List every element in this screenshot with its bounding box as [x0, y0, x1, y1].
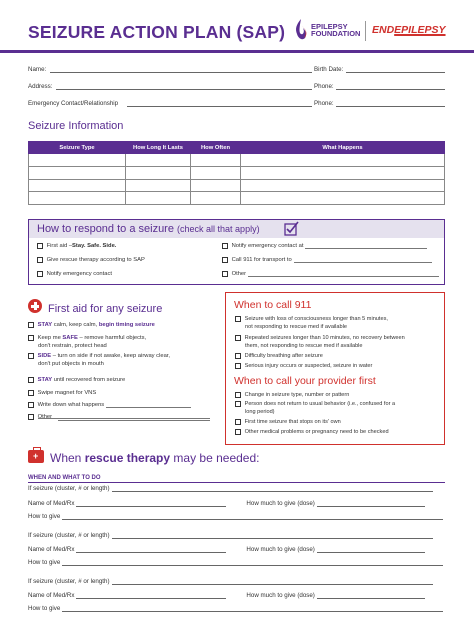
col-what-happens: What Happens — [241, 142, 445, 154]
checkbox[interactable] — [37, 271, 43, 277]
checkbox[interactable] — [28, 377, 34, 383]
write-field[interactable] — [106, 401, 191, 408]
when-what-rule — [28, 482, 445, 483]
col-how-often: How Often — [191, 142, 241, 154]
call-provider-item[interactable]: Change in seizure type, number or pattern — [235, 391, 349, 399]
call-911-item[interactable]: Difficulty breathing after seizure — [235, 352, 323, 360]
respond-notify-contact[interactable]: Notify emergency contact — [37, 271, 112, 277]
call-911-item[interactable]: Repeated seizures longer than 10 minutes, no recovery between — [235, 334, 405, 342]
ef-line1: EPILEPSY — [311, 22, 348, 31]
respond-section — [28, 219, 445, 285]
medical-kit-icon: + — [28, 450, 44, 463]
name-label: Name: — [28, 66, 47, 73]
respond-notify-at[interactable]: Notify emergency contact at — [222, 243, 427, 249]
checkbox[interactable] — [28, 414, 34, 420]
respond-rescue-therapy[interactable]: Give rescue therapy according to SAP — [37, 257, 145, 263]
respond-call-911[interactable]: Call 911 for transport to — [222, 257, 432, 263]
respond-title — [37, 223, 260, 235]
write-field-line2[interactable] — [38, 418, 210, 419]
med-name-field[interactable] — [76, 500, 226, 507]
flame-icon — [293, 18, 309, 42]
phone-label: Phone: — [314, 83, 334, 90]
end-prefix: END — [372, 24, 395, 36]
phone-field[interactable] — [336, 89, 445, 90]
first-aid-item-cont: don't restrain, protect head — [38, 343, 107, 349]
first-aid-item[interactable]: Other — [28, 413, 52, 421]
respond-subtitle: (check all that apply) — [177, 224, 260, 234]
checkbox[interactable] — [222, 243, 228, 249]
checkbox[interactable] — [235, 392, 241, 398]
rescue-med-row[interactable]: Name of Med/Rx How much to give (dose) — [28, 592, 425, 599]
logo — [293, 18, 453, 44]
col-seizure-type: Seizure Type — [29, 142, 126, 154]
emergency-contact-label: Emergency Contact/Relationship — [28, 100, 119, 107]
first-aid-title: First aid for any seizure — [48, 303, 163, 315]
checkbox[interactable] — [235, 363, 241, 369]
checkbox[interactable] — [235, 335, 241, 341]
call-911-item[interactable]: Serious injury occurs or suspected, seizure in water — [235, 362, 372, 370]
call-911-title: When to call 911 — [234, 299, 312, 311]
checkbox-checked-icon — [284, 221, 300, 237]
respond-header — [29, 220, 444, 238]
address-field[interactable] — [56, 89, 312, 90]
checkbox[interactable] — [235, 419, 241, 425]
seizure-info-table — [28, 141, 445, 205]
checkbox[interactable] — [222, 271, 228, 277]
rescue-if-row[interactable]: If seizure (cluster, # or length) — [28, 532, 433, 539]
dose-field[interactable] — [317, 500, 425, 507]
rescue-how-row[interactable]: How to give — [28, 605, 443, 612]
if-seizure-field[interactable] — [112, 485, 433, 492]
call-provider-item[interactable]: Person does not return to usual behavior (i.e., confused for a — [235, 400, 395, 408]
checkbox[interactable] — [37, 257, 43, 263]
call-911-box — [225, 292, 445, 445]
call-provider-item-cont: long period) — [245, 409, 275, 415]
rescue-how-row[interactable]: How to give — [28, 559, 443, 566]
end-epilepsy-logo — [372, 24, 446, 36]
checkbox[interactable] — [235, 316, 241, 322]
dose-field[interactable] — [317, 546, 425, 553]
phone2-label: Phone: — [314, 100, 334, 107]
if-seizure-field[interactable] — [112, 532, 433, 539]
birth-date-field[interactable] — [346, 72, 445, 73]
checkbox[interactable] — [28, 402, 34, 408]
checkbox[interactable] — [235, 401, 241, 407]
checkbox[interactable] — [235, 429, 241, 435]
dose-field[interactable] — [317, 592, 425, 599]
first-aid-item[interactable]: Write down what happens — [28, 401, 191, 409]
med-name-field[interactable] — [76, 546, 226, 553]
col-how-long: How Long It Lasts — [126, 142, 191, 154]
table-row — [29, 154, 445, 167]
table-row — [29, 179, 445, 192]
call-911-item-cont: not responding to rescue med if available — [245, 324, 347, 330]
rescue-therapy-title: When rescue therapy may be needed: — [50, 451, 260, 465]
call-provider-item[interactable]: Other medical problems or pregnancy need to be checked — [235, 428, 389, 436]
header-rule — [0, 50, 474, 53]
first-aid-item[interactable]: STAY calm, keep calm, begin timing seizure — [28, 321, 155, 329]
rescue-med-row[interactable]: Name of Med/Rx How much to give (dose) — [28, 546, 425, 553]
how-to-give-field[interactable] — [62, 513, 443, 520]
ef-logo-text — [311, 23, 360, 37]
transport-to-field[interactable] — [294, 257, 432, 263]
table-row — [29, 192, 445, 205]
respond-title-text: How to respond to a seizure — [37, 223, 174, 235]
first-aid-item[interactable]: SIDE – turn on side if not awake, keep airway clear, — [28, 352, 170, 360]
other-field[interactable] — [248, 271, 439, 277]
first-aid-item[interactable]: STAY until recovered from seizure — [28, 376, 125, 384]
phone2-field[interactable] — [336, 106, 445, 107]
respond-first-aid[interactable]: First aid – Stay. Safe. Side. — [37, 243, 116, 249]
checkbox[interactable] — [28, 353, 34, 359]
rescue-med-row[interactable]: Name of Med/Rx How much to give (dose) — [28, 500, 425, 507]
ef-line2: FOUNDATION — [311, 29, 361, 38]
page-title: SEIZURE ACTION PLAN (SAP) — [28, 22, 286, 42]
first-aid-item[interactable]: Keep me SAFE – remove harmful objects, — [28, 334, 146, 342]
call-911-item-cont: them, not responding to rescue med if available — [245, 343, 363, 349]
how-to-give-field[interactable] — [62, 559, 443, 566]
checkbox[interactable] — [28, 390, 34, 396]
birth-date-label: Birth Date: — [314, 66, 344, 73]
table-row — [29, 166, 445, 179]
call-provider-item[interactable]: First time seizure that stops on its' own — [235, 418, 341, 426]
logo-divider — [365, 21, 366, 41]
med-name-field[interactable] — [76, 592, 226, 599]
how-to-give-field[interactable] — [62, 605, 443, 612]
call-provider-title: When to call your provider first — [234, 375, 376, 387]
first-aid-item[interactable]: Swipe magnet for VNS — [28, 389, 96, 397]
respond-other[interactable]: Other — [222, 271, 439, 277]
checkbox[interactable] — [28, 322, 34, 328]
checkbox[interactable] — [235, 353, 241, 359]
checkbox[interactable] — [222, 257, 228, 263]
if-seizure-field[interactable] — [112, 578, 433, 585]
address-label: Address: — [28, 83, 53, 90]
rescue-how-row[interactable]: How to give — [28, 513, 443, 520]
when-what-heading: WHEN AND WHAT TO DO — [28, 475, 101, 481]
seizure-info-title: Seizure Information — [28, 120, 124, 132]
checkbox[interactable] — [37, 243, 43, 249]
rescue-if-row[interactable]: If seizure (cluster, # or length) — [28, 485, 433, 492]
first-aid-cross-icon — [28, 299, 42, 313]
end-word: EPILEPSY — [394, 24, 446, 36]
call-911-item[interactable]: Seizure with loss of consciousness longer than 5 minutes, — [235, 315, 388, 323]
checkbox[interactable] — [28, 335, 34, 341]
rescue-if-row[interactable]: If seizure (cluster, # or length) — [28, 578, 433, 585]
emergency-contact-field[interactable] — [127, 106, 312, 107]
notify-at-field[interactable] — [305, 243, 427, 249]
name-field[interactable] — [50, 72, 312, 73]
first-aid-other-field[interactable] — [58, 420, 210, 421]
first-aid-item-cont: don't put objects in mouth — [38, 361, 104, 367]
